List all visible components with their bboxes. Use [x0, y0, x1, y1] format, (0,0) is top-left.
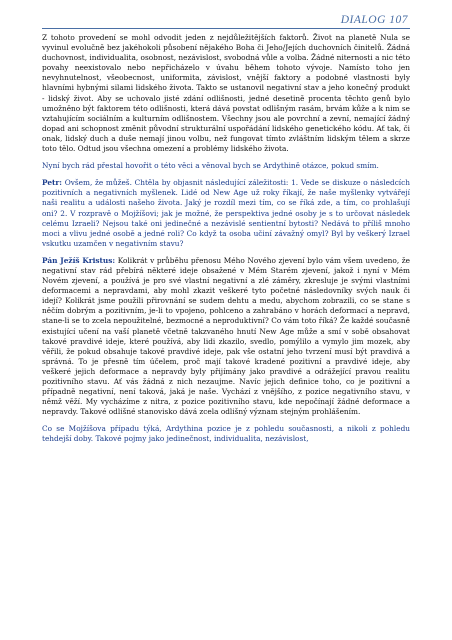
paragraph-4: [42, 256, 410, 418]
page-header-title: DIALOG 107: [340, 14, 408, 26]
paragraph-text: Kolikrát v průběhu přenosu Mého Nového zjevení bylo vám všem uvedeno, že negativní stav rád přebírá některé ideje obsažené v Mém Starém zjevení, jakož i nyní v Mém Novém zjevení, a používá je pro své vlastní negativní a zlé záměry, zkresluje je svými vlastními deformacemi a nepravdami, aby mohl zkazit veškeré tyto početné následovníky svých nauk či idejí? Kolikrát jsme použili přirovnání se sudem dehtu a medu, abychom zobrazili, co se stane s něčím dobrým a pozitivním, je-li to vpojeno, pohlceno a zahrabáno v horách deformací a nepravd, stane-li se to zcela nepoužitelné, bezmocné a neproduktivní? Co vám toto říká? Že každé současně existující učení na vaší planetě včetně takzvaného hnutí New Age může a smí v sobě obsahovat takové pravdivé ideje, které používá, aby lidi zkazilo, svedlo, pomýlilo a vymylo jim mozek, aby věřili, že pokud obsahuje takové pravdivé ideje, pak vše ostatní jeho tvrzení musí být pravdivá a správná. To je přesně tím účelem, proč mají takové kradené pozitivní a pravdivé ideje, aby veškeré jejich deformace a nepravdy byly přijímány jako pravdivé a odrážející pravou realitu pozitivního stavu. Ať vás žádná z nich nezaujme. Navíc jejich definice toho, co je pozitivní a případně negativní, není taková, jaká je naše. Vychází z vnějšího, z pozice negativního stavu, v němž věží. My vycházíme z nitra, z pozice pozitivního stavu, kde nepočínají žádné deformace a nepravdy. Takové odlišné stanovisko dává zcela odlišný význam stejným prohlášením.: [42, 255, 411, 417]
speaker-label: Petr:: [42, 178, 62, 188]
paragraph-text: Ovšem, že můžeš. Chtěla by objasnit následující záležitosti: 1. Vede se diskuze o následcích pozitivních a negativních myšlenek. Lidé od New Age už roky říkají, že naše myšlenky vytvářejí naši realitu a události našeho života. Jaký je rozdíl mezi tím, co se říká zde, a tím, co prohlašují oni? 2. V rozpravě o Mojžíšovi; jak je možné, že perspektiva jedné osoby je s to určovat následek celému Izraeli? Nejsou také oni jedinečné a nezávislé sentientní bytosti? Nedává to příliš mnoho moci a vlivu jedné osobě a jedné roli? Co když ta osoba učiní závažný omyl? Byl by veškerý Izrael vskutku uzamčen v negativním stavu?: [42, 178, 410, 248]
paragraph-3: [42, 178, 410, 249]
paragraph-2: [42, 161, 410, 171]
speaker-label: Pán Ježíš Kristus:: [42, 255, 116, 265]
paragraph-text: Nyní bych rád přestal hovořit o této věci a věnoval bych se Ardythině otázce, pokud smím.: [42, 161, 379, 171]
paragraph-text: Co se Mojžíšova případu týká, Ardythina pozice je z pohledu současnosti, a nikoli z pohledu tehdejší doby. Takové pojmy jako jedinečnost, individualita, nezávislost,: [42, 424, 410, 444]
paragraph-1: [42, 33, 410, 154]
paragraph-text: Z tohoto provedení se mohl odvodit jeden z nejdůležitějších faktorů. Život na planetě Nula se vyvinul evolučně bez jakéhokoli působení nějakého Boha či Jeho/Jejích duchovních činitelů. Žádná duchovnost, individualita, osobnost, nezávislost, svobodná vůle a volba. Žádné niternosti a nic této povahy neexistovalo nebo nepřicházelo v úvahu během tohoto vývoje. Namísto toho jen nevyhnutelnost, všeobecnost, uniformita, závislost, vnější faktory a podobné vlastnosti byly hlavními hybnými silami lidského života. Takto se ustanovil negativní stav a jeho konečný produkt - lidský život. Aby se uchovalo jisté zdání odlišnosti, jedné desetině procenta těchto genů bylo umožněno být faktorem této odlišnosti, která dává povstat odlišným rasám, brvám kůže a k nim se vztahujícím sociálním a kulturním odlišnostem. Všechny jsou ale povrchní a zevní, nemající žádný dopad ani schopnost změnit původní strukturální uspořádání lidského genetického kódu. Ať tak, či onak, lidský duch a duše nemají jinou volbu, než fungovat tímto zvláštním lidským tělem a skrze toto tělo. Odtud jsou všechna omezení a problémy lidského života.: [42, 33, 410, 154]
header-divider: [42, 28, 410, 29]
paragraph-5: [42, 424, 410, 444]
